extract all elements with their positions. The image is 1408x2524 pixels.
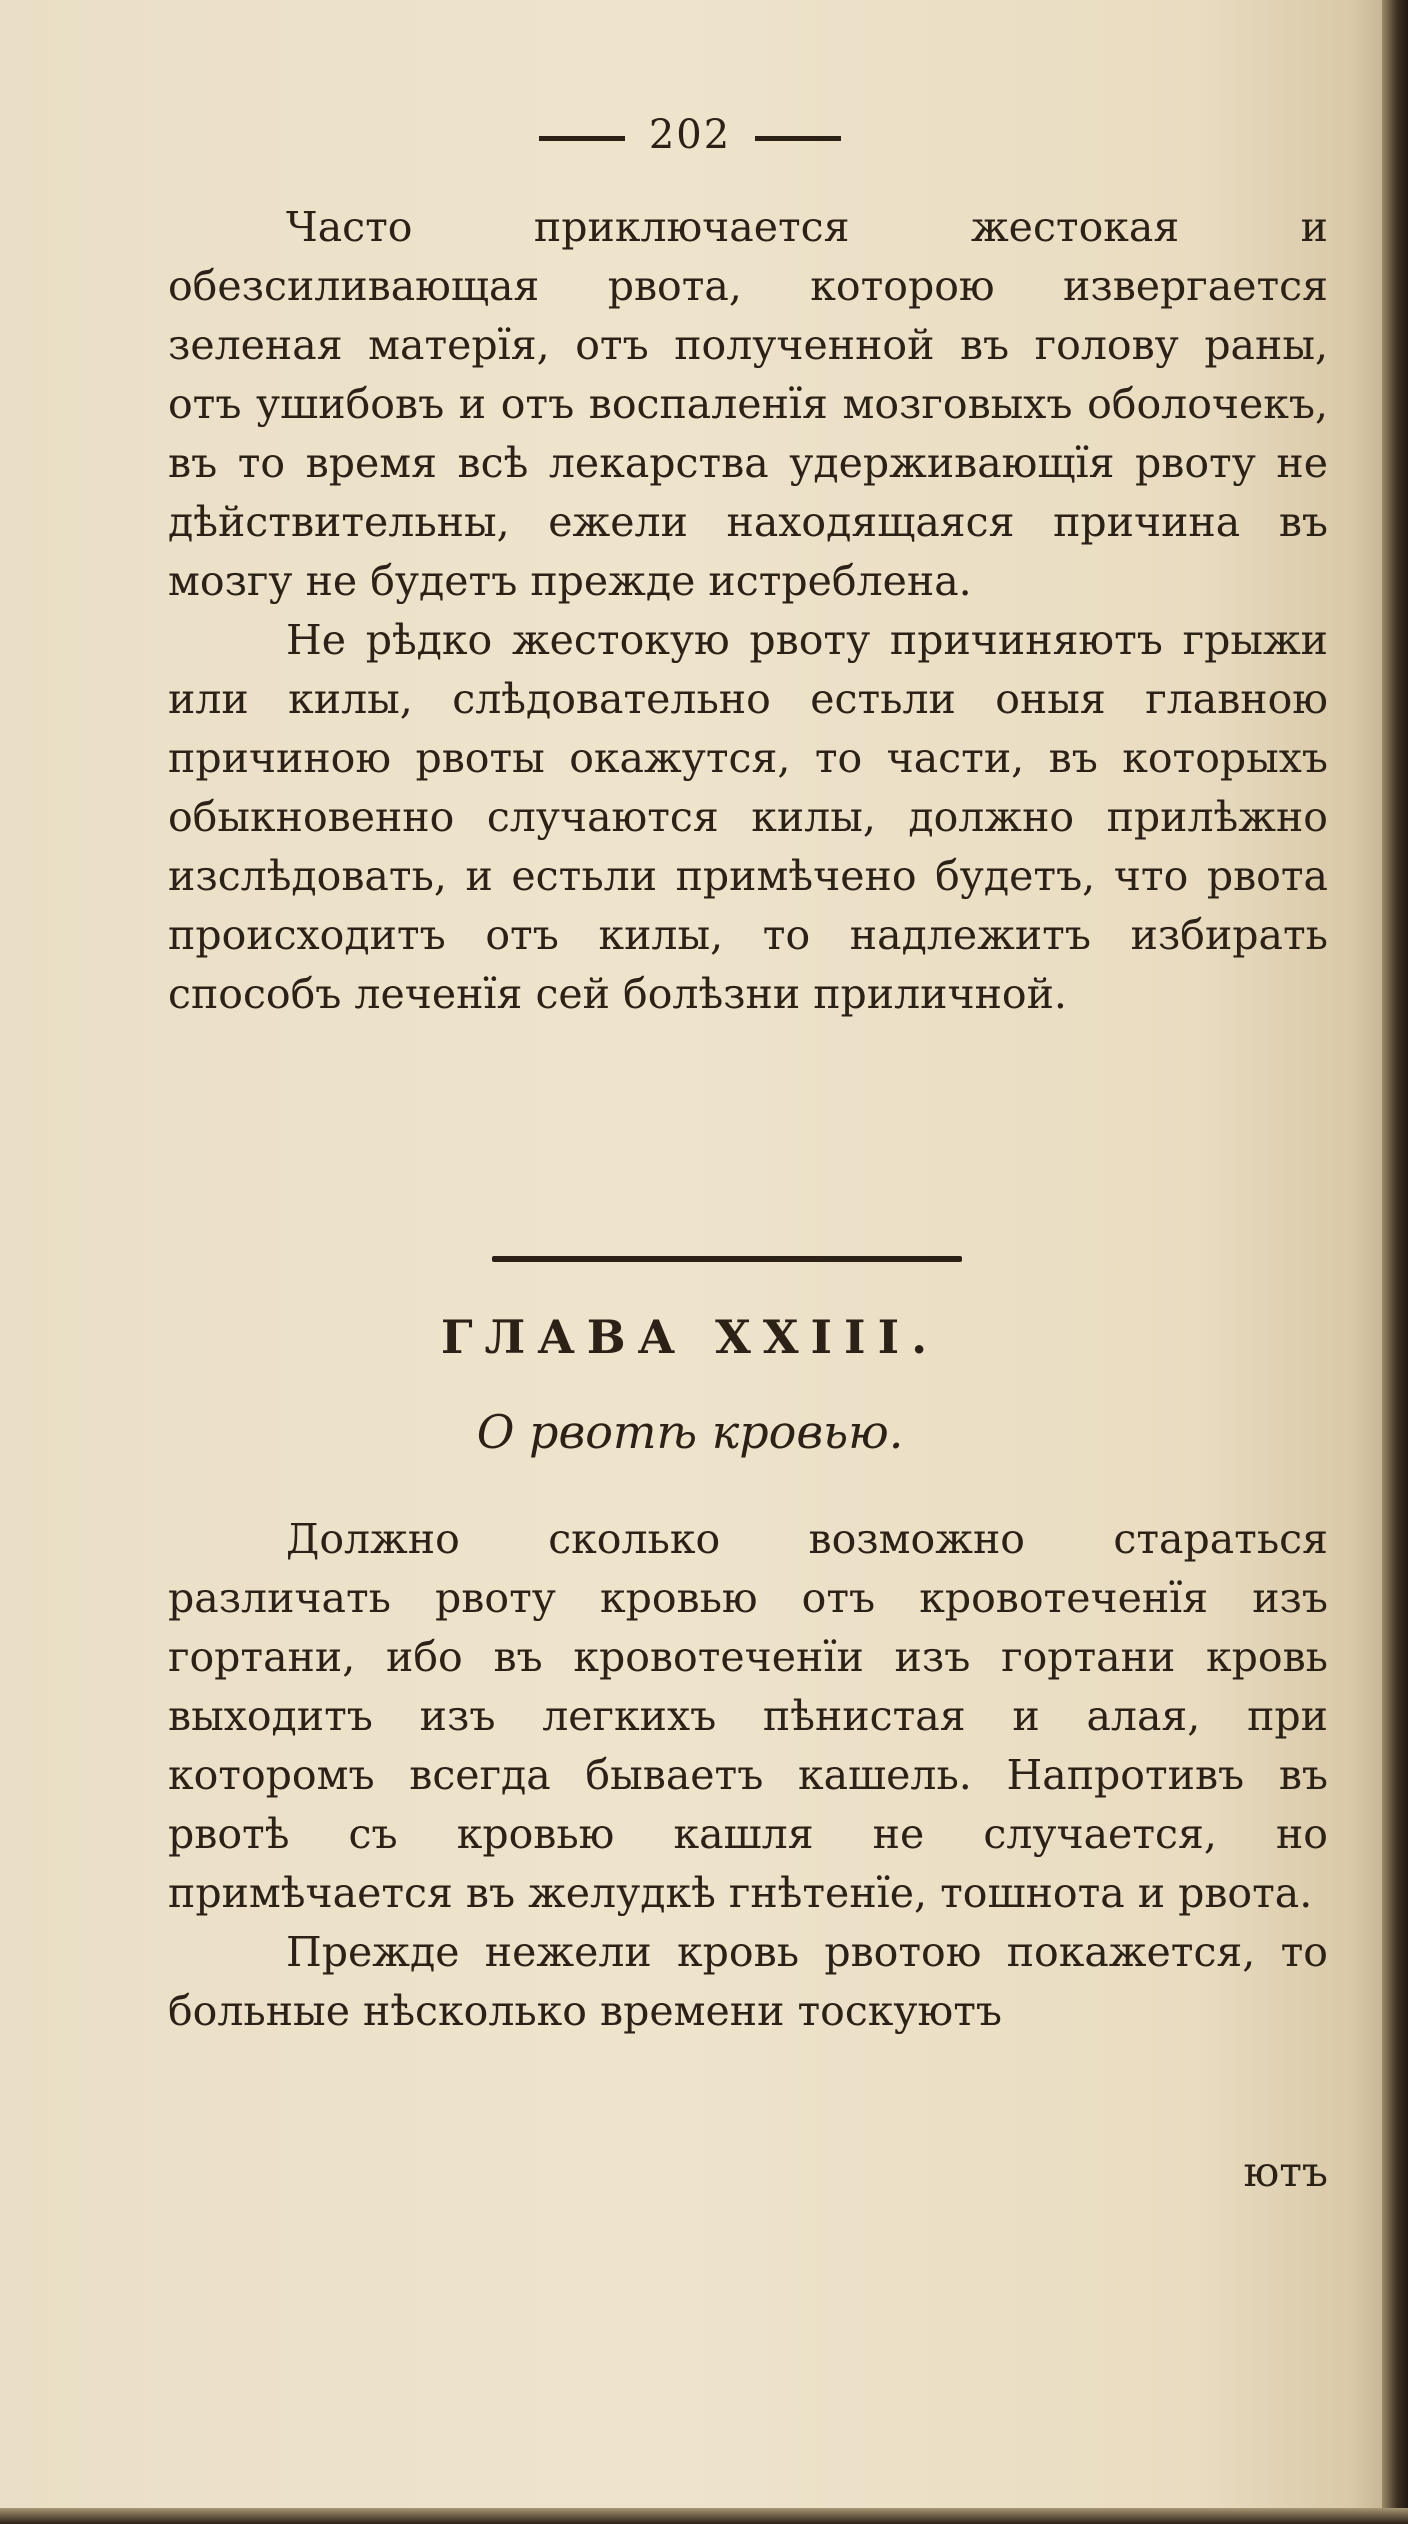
text-block-top bbox=[168, 198, 1328, 1024]
paragraph: Прежде нежели кровь рвотою покажется, то больные нѣсколько времени тоскуютъ bbox=[168, 1928, 1328, 2035]
chapter-subtitle: О рвотѣ кровью. bbox=[476, 1405, 904, 1459]
paragraph: Часто приключается жестокая и обезсиливающая рвота, которою извергается зеленая матерїя, отъ полученной въ голову раны, отъ ушибовъ и отъ воспаленїя мозговыхъ оболочекъ, въ то время всѣ лекарства удерживающїя рвоту не дѣйствительны, ежели находящаяся причина въ мозгу не будетъ прежде истреблена. bbox=[168, 203, 1328, 605]
page-bottom-edge bbox=[0, 2508, 1408, 2524]
page-header bbox=[0, 112, 1380, 158]
text-block-bottom bbox=[168, 1510, 1328, 2041]
page-number: 202 bbox=[648, 112, 732, 158]
header-dash-left bbox=[539, 136, 625, 141]
section-divider bbox=[492, 1256, 962, 1262]
chapter-heading: ГЛАВА XXIII. bbox=[440, 1310, 940, 1364]
paragraph: Должно сколько возможно стараться различать рвоту кровью отъ кровотеченїя изъ гортани, ибо въ кровотеченїи изъ гортани кровь выходитъ изъ легкихъ пѣнистая и алая, при которомъ всегда бываетъ кашель. Напротивъ въ рвотѣ съ кровью кашля не случается, но примѣчается въ желудкѣ гнѣтенїе, тошнота и рвота. bbox=[168, 1515, 1328, 1917]
page-edge-shadow bbox=[1382, 0, 1408, 2524]
header-dash-right bbox=[755, 136, 841, 141]
paragraph: Не рѣдко жестокую рвоту причиняютъ грыжи или килы, слѣдовательно естьли оныя главною причиною рвоты окажутся, то части, въ которыхъ обыкновенно случаются килы, должно прилѣжно изслѣдовать, и естьли примѣчено будетъ, что рвота происходитъ отъ килы, то надлежитъ избирать способъ леченїя сей болѣзни приличной. bbox=[168, 616, 1328, 1018]
catchword: ютъ bbox=[1243, 2148, 1328, 2196]
